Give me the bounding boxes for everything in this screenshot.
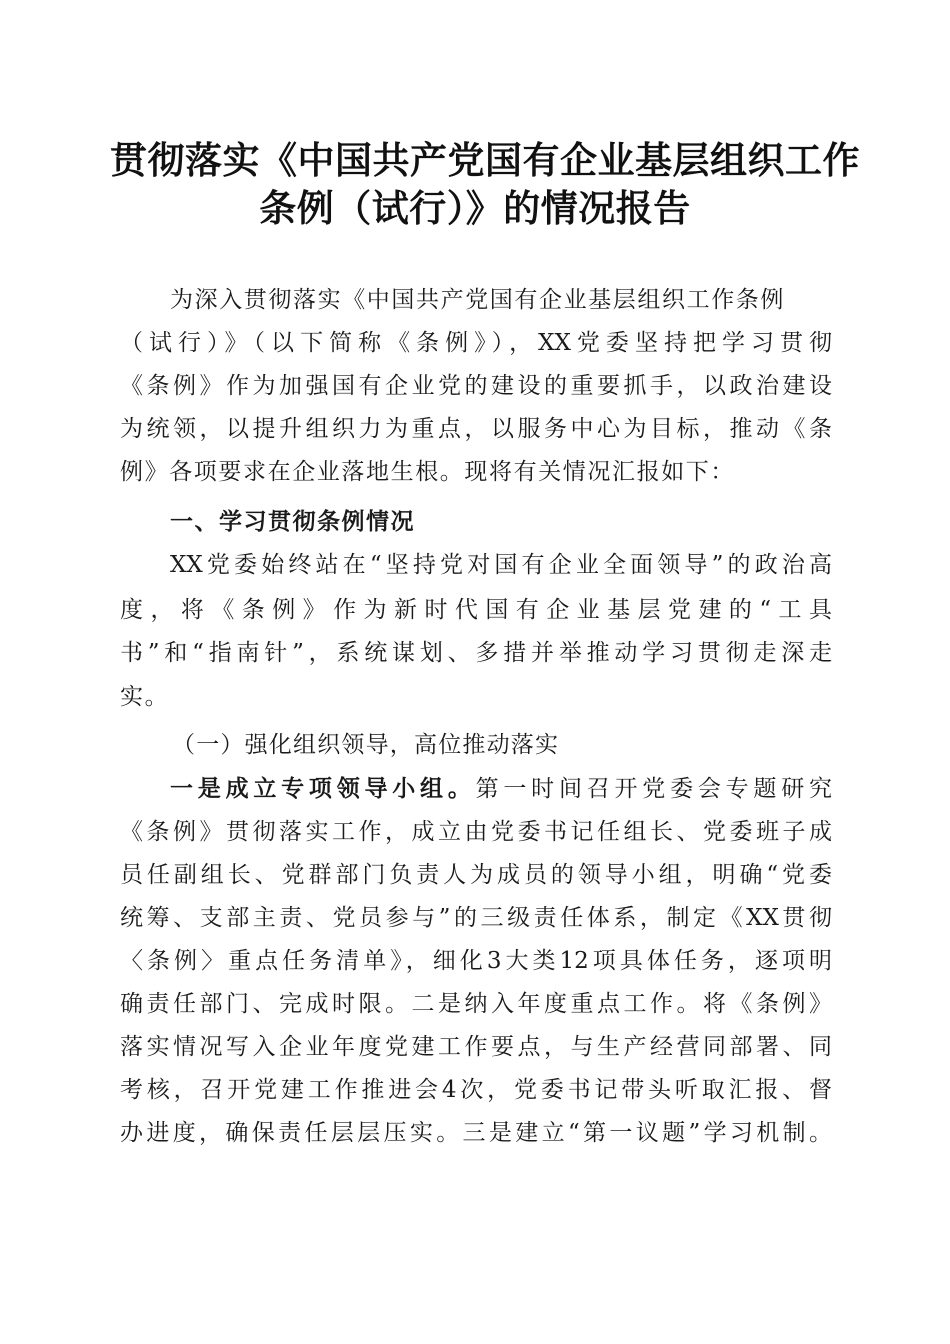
intro-line: 例》各项要求在企业落地生根。现将有关情况汇报如下： xyxy=(120,459,735,485)
subsection-first-rest: 第一时间召开党委会专题研究 xyxy=(475,776,833,802)
subsection-line: 考核，召开党建工作推进会4次，党委书记带头听取汇报、督 xyxy=(120,1077,832,1103)
document-title-line-2: 条例（试行）》的情况报告 xyxy=(259,186,691,230)
subsection-heading: （一）强化组织领导，高位推动落实 xyxy=(172,732,560,758)
subsection-lead: 一是成立专项领导小组。 xyxy=(170,775,476,802)
intro-line: 为深入贯彻落实《中国共产党国有企业基层组织工作条例 xyxy=(170,287,785,313)
subsection-line: 〈条例〉重点任务清单》，细化3大类12项具体任务，逐项明 xyxy=(120,948,832,974)
subsection-first-line xyxy=(170,772,832,806)
document-title-line-1: 贯彻落实《中国共产党国有企业基层组织工作 xyxy=(110,138,860,182)
intro-line: 《条例》作为加强国有企业党的建设的重要抓手，以政治建设 xyxy=(120,373,832,399)
subsection-line: 办进度，确保责任层层压实。三是建立“第一议题”学习机制。 xyxy=(120,1120,832,1146)
subsection-line: 员任副组长、党群部门负责人为成员的领导小组，明确“党委 xyxy=(120,862,832,888)
section-line: 实。 xyxy=(120,684,170,710)
subsection-line: 确责任部门、完成时限。二是纳入年度重点工作。将《条例》 xyxy=(120,991,832,1017)
section-heading: 一、学习贯彻条例情况 xyxy=(170,509,415,535)
section-line: 书”和“指南针”，系统谋划、多措并举推动学习贯彻走深走 xyxy=(120,640,832,666)
intro-line: 为统领，以提升组织力为重点，以服务中心为目标，推动《条 xyxy=(120,416,832,442)
subsection-line: 落实情况写入企业年度党建工作要点，与生产经营同部署、同 xyxy=(120,1034,832,1060)
intro-line: （试行）》（以下简称《条例》），XX党委坚持把学习贯彻 xyxy=(120,330,832,356)
section-line: XX党委始终站在“坚持党对国有企业全面领导”的政治高 xyxy=(170,552,832,578)
subsection-line: 《条例》贯彻落实工作，成立由党委书记任组长、党委班子成 xyxy=(120,819,832,845)
subsection-line: 统筹、支部主责、党员参与”的三级责任体系，制定《XX贯彻 xyxy=(120,905,832,931)
section-line: 度，将《条例》作为新时代国有企业基层党建的“工具 xyxy=(120,597,832,623)
